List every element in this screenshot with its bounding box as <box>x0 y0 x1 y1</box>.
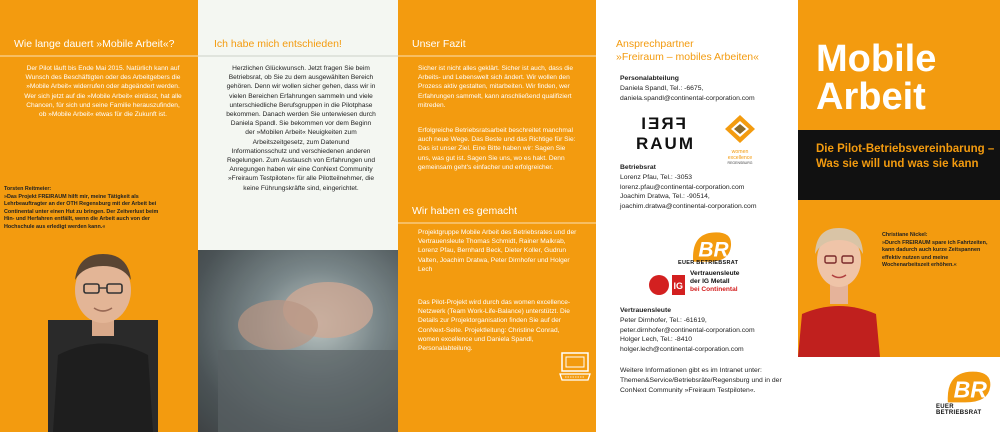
contact-shop-stewards <box>620 306 755 355</box>
text-duration: Der Pilot läuft bis Ende Mai 2015. Natürlich kann auf Wunsch des Beschäftigten oder des Arbeitgebers die »Mobile Arbeit« widerrufen oder abgeändert werden. Wer sich jetzt auf die »Mobile Arbeit« einlässt, hat alle Chancen, für sich und seine Familie herauszufinden, ob »Mobile Arbeit« etwas für die Zukunft ist. <box>24 65 182 119</box>
women-excellence-emblem <box>722 114 758 144</box>
divider <box>198 55 398 57</box>
contact-personnel <box>620 74 755 103</box>
logo-women-text: women <box>731 149 749 155</box>
shop-stewards-email-2[interactable]: holger.lech@continental-corporation.com <box>620 346 744 354</box>
heading-contacts-line2: »Freiraum – mobiles Arbeiten« <box>616 51 759 63</box>
text-conclusion-1: Sicher ist nicht alles geklärt. Sicher ist auch, dass die Arbeits- und Lebenswelt sich ändert. Wir wollen den Prozess aktiv gestalten, mitarbeiten. Wir finden, wer Erfahrungen sammelt, kann anschließend qualifiziert mitreden. <box>418 65 574 109</box>
panel-duration <box>0 0 198 432</box>
text-project-group: Projektgruppe Mobile Arbeit des Betriebsrates und der Vertrauensleute Thomas Schmidt, Rainer Malkrab, Lorenz Pfau, Bernhard Beck, Dieter Koller, Gudrun Valten, Joachim Dratwa, Peter Dirnhofer und Holger Lech <box>418 229 577 273</box>
works-council-name-1: Lorenz Pfau, Tel.: -3053 <box>620 173 693 181</box>
quote-reitmeier <box>4 186 169 231</box>
panel-cover <box>798 0 1000 432</box>
text-decided: Herzlichen Glückwunsch. Jetzt fragen Sie beim Betriebsrat, ob Sie zu dem ausgewählten Bereich gehören. Denn wir wollen sicher gehen, dass wir in vielen Bereichen Erfahrungen sammeln und viele unterschiedliche Berufsgruppen in die Pilotphase bekommen. Danach werden Sie unterwiesen durch Daniela Spandl. Sie bekommen vor dem Beginn der »Mobilen Arbeit« Neuigkeiten zum Arbeitszeitgesetz, zum Datenund Informationsschutz und verschiedenen anderen Regelungen. Zum Austausch von Erfahrungen und Anregungen haben wir eine ConNext Community »Freiraum Testpiloten« für alle Pilotteilnehmer, die keine Führungskräfte sind, eingerichtet. <box>226 65 376 192</box>
logo-excellence-text: excellence <box>727 155 753 161</box>
photo-keyboard <box>198 250 398 432</box>
logo-frei-text: FREI <box>639 114 686 133</box>
personnel-title: Personalabteilung <box>620 75 679 82</box>
women-excellence-logo <box>722 114 758 164</box>
quote-nickel <box>882 232 996 270</box>
shop-stewards-name-1: Peter Dirnhofer, Tel.: -61619, <box>620 316 707 324</box>
footer-info: Weitere Informationen gibt es im Intranet unter: Themen&Service/Betriebsräte/Regensburg und in der ConNext Community »Freiraum Testpiloten«. <box>620 367 782 394</box>
ig-metall-emblem <box>648 271 686 299</box>
heading-contacts-line1: Ansprechpartner <box>616 38 694 50</box>
ig-line3: bei Continental <box>690 286 738 293</box>
logo-raum-text: RAUM <box>636 134 695 153</box>
divider <box>398 222 596 224</box>
cover-title-line2: Arbeit <box>816 76 926 118</box>
panel-conclusion <box>398 0 596 432</box>
works-council-title: Betriebsrat <box>620 164 656 171</box>
divider <box>398 55 596 57</box>
quote-text: »Durch FREIRAUM spare ich Fahrtzeiten, kann dadurch auch kurze Zeitspannen effektiv nutzen und meine Wochenarbeitszeit erhöhen.« <box>882 239 988 268</box>
quote-text: »Das Projekt FREIRAUM hilft mir, meine Tätigkeit als Lehrbeauftragter an der OTH Regensburg mit der Arbeit bei Continental unter einen Hut zu bringen. Der Zeitverlust beim Hin- und Herfahren entfällt, wenn die Arbeit auch von der Hochschule aus erledigt werden kann.« <box>4 193 159 230</box>
shop-stewards-title: Vertrauensleute <box>620 307 671 314</box>
shop-stewards-name-2: Holger Lech, Tel.: -8410 <box>620 336 693 344</box>
svg-text:BR: BR <box>953 376 987 403</box>
heading-duration: Wie lange dauert »Mobile Arbeit«? <box>14 38 175 50</box>
photo-woman <box>798 218 880 357</box>
computer-icon <box>558 350 592 384</box>
svg-text:IG: IG <box>673 281 684 291</box>
heading-we-did-it: Wir haben es gemacht <box>412 205 518 217</box>
panel-decided <box>198 0 398 432</box>
heading-contacts <box>616 38 759 64</box>
cover-subtitle: Die Pilot-Betriebsvereinbarung – Was sie will und was sie kann <box>816 143 995 170</box>
cover-title-line1: Mobile <box>816 38 937 80</box>
quote-name: Torsten Reitmeier: <box>4 186 52 192</box>
works-council-name-2: Joachim Dratwa, Tel.: -90514, <box>620 193 710 201</box>
heading-decided: Ich habe mich entschieden! <box>214 38 342 50</box>
personnel-email[interactable]: daniela.spandl@continental-corporation.com <box>620 94 755 102</box>
ig-line2: der IG Metall <box>690 278 730 285</box>
contact-works-council <box>620 163 756 212</box>
br-logo-small-label: EUER BETRIEBSRAT <box>678 260 739 266</box>
divider <box>0 55 198 57</box>
shop-stewards-email-1[interactable]: peter.dirnhofer@continental-corporation.com <box>620 326 755 334</box>
quote-name: Christiane Nickel: <box>882 232 928 238</box>
photo-man <box>48 240 158 432</box>
br-logo-large-label: EUER BETRIEBSRAT <box>936 404 982 416</box>
personnel-name: Daniela Spandl, Tel.: -6675, <box>620 84 704 92</box>
logo-city-text: REGENSBURG <box>727 161 753 165</box>
works-council-email-1[interactable]: lorenz.pfau@continental-corporation.com <box>620 183 745 191</box>
heading-conclusion: Unser Fazit <box>412 38 466 50</box>
text-project-support: Das Pilot-Projekt wird durch das women excellence-Netzwerk (Team Work-Life-Balance) unterstützt. Die Details zur Projektorganisation finden Sie auf der ConNext-Seite. Projektleitung: Christine Conrad, women excellence und Daniela Spandl, Personalabteilung. <box>418 299 571 353</box>
ig-line1: Vertrauensleute <box>690 270 740 277</box>
keyboard-hands-graphic <box>198 250 398 432</box>
ig-metall-logo <box>648 268 758 300</box>
freiraum-logo <box>636 114 695 158</box>
panel-contacts <box>596 0 798 432</box>
svg-text:BR: BR <box>698 238 729 262</box>
text-conclusion-2: Erfolgreiche Betriebsratsarbeit beschreitet manchmal auch neue Wege. Das Beste und das Richtige für Sie: Das ist unser Ziel. Eine Bitte haben wir: Sagen Sie uns, was gut ist. Sagen Sie uns, wo es hakt. Denn gemeinsam geht's einfacher und erfolgreicher. <box>418 127 576 171</box>
cover-title <box>816 40 936 116</box>
works-council-email-2[interactable]: joachim.dratwa@continental-corporation.com <box>620 203 757 211</box>
